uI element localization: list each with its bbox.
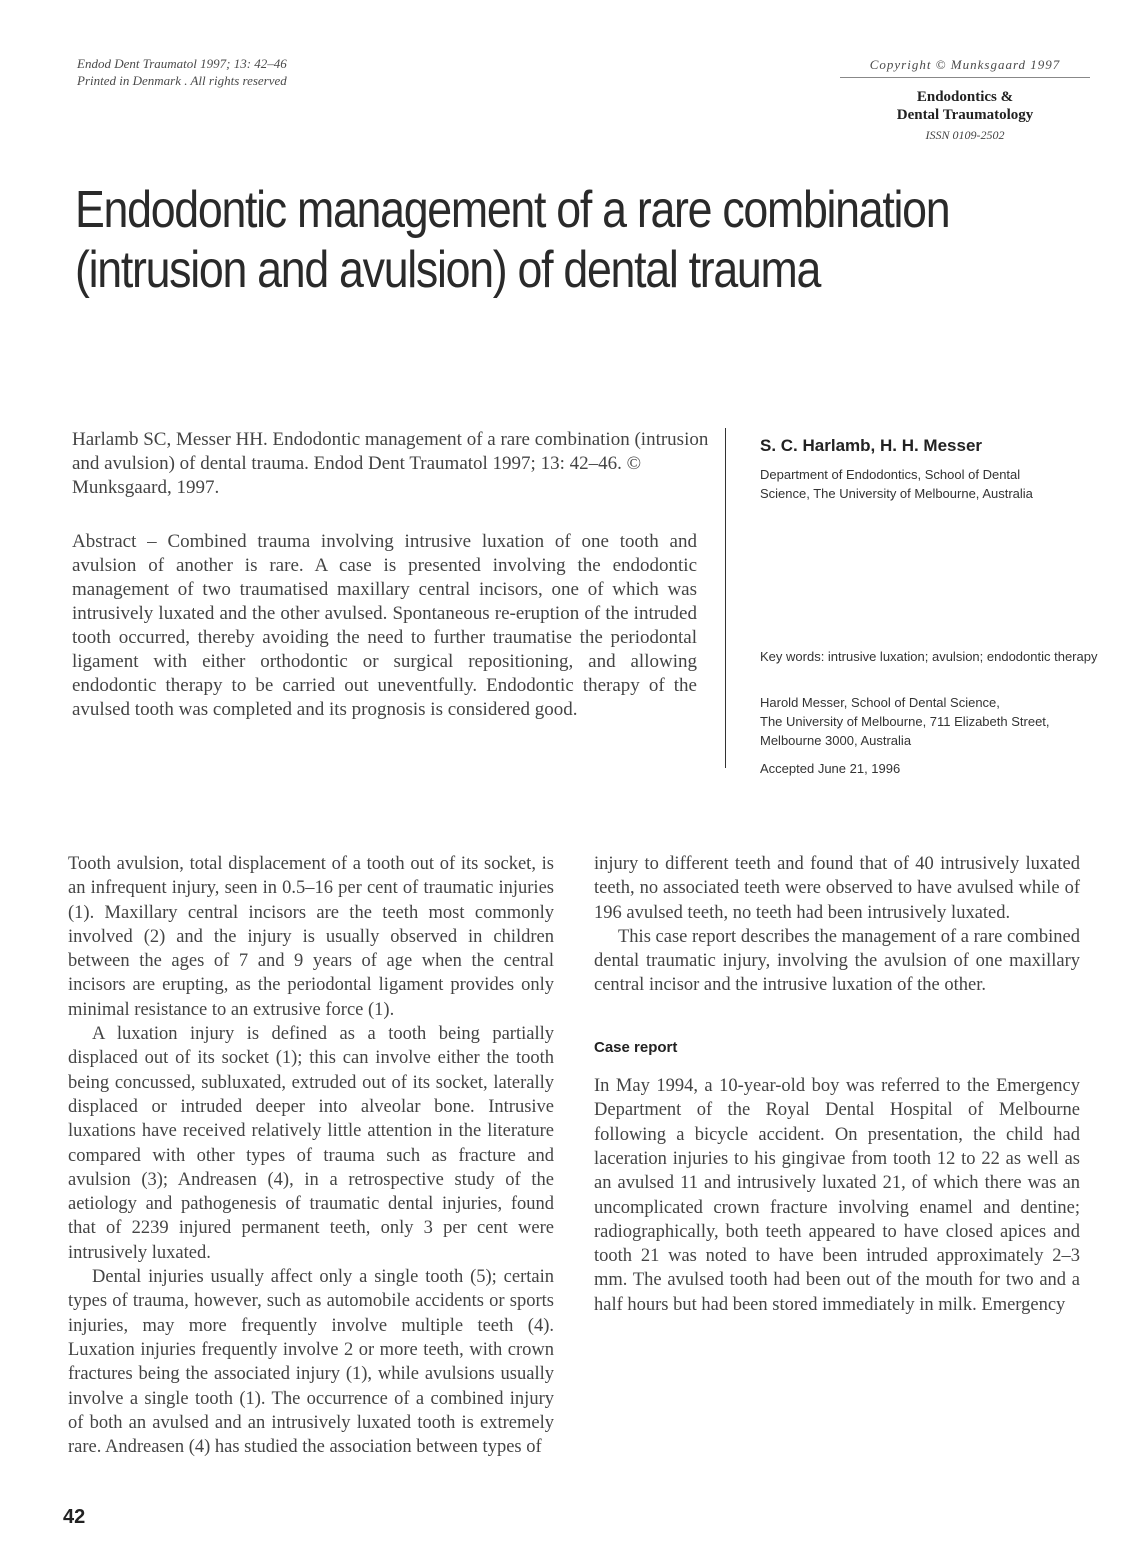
journal-name-line2: Dental Traumatology [896,107,1034,123]
page-number: 42 [63,1506,86,1528]
section-heading: Case report [594,1038,678,1056]
affiliation-line: Science, The University of Melbourne, Australia [760,486,1033,501]
abstract: Abstract – Combined trauma involving intrusive luxation of one tooth and avulsion of another is rare. A case is presented involving the endodontic management of two traumatised maxillary central incisors, one of which was intrusively luxated and the other avulsed. Spontaneous re-eruption of the intruded tooth occurred, thereby avoiding the need to further traumatise the periodontal ligament with either orthodontic or surgical repositioning, and allowing endodontic therapy to be carried out uneventfully. Endodontic therapy of the avulsed tooth was completed and its prognosis is considered good. [72,531,697,720]
body-paragraph: Dental injuries usually affect only a single tooth (5); certain types of trauma, however, such as automobile accidents or sports injuries, may more frequently involve multiple teeth (4). Luxation injuries frequently involve 2 or more teeth, with crown fractures being the associated injury (1), while avulsions usually involve a single tooth (1). The occurrence of a combined injury of both an avulsed and an intrusively luxated tooth is extremely rare. Andreasen (4) has studied the association between types of [68,1267,554,1458]
affiliation [760,465,1100,503]
body-paragraph: This case report describes the management of a rare combined dental traumatic injury, involving the avulsion of one maxillary central incisor and the intrusive luxation of the other. [594,926,1080,996]
issn: ISSN 0109-2502 [925,128,1005,142]
journal-reference: Endod Dent Traumatol 1997; 13: 42–46 [77,56,287,71]
journal-name-line1: Endodontics & [916,89,1014,105]
accepted-date: Accepted June 21, 1996 [760,761,901,776]
citation-header [77,55,287,89]
correspondence-address [760,693,1100,750]
body-paragraph: Tooth avulsion, total displacement of a tooth out of its socket, is an infrequent injury, seen in 0.5–16 per cent of traumatic injuries (1). Maxillary central incisors are the teeth most commonly involved (2) and the injury is usually observed in children between the ages of 7 and 9 years of age when the central incisors are erupting, as the periodontal ligament provides only minimal resistance to an extrusive force (1). [68,854,554,1020]
body-column-right [594,852,1080,1317]
article-citation: Harlamb SC, Messer HH. Endodontic management of a rare combination (intrusion and avulsion) of dental trauma. Endod Dent Traumatol 1997; 13: 42–46. © Munksgaard, 1997. [72,429,709,498]
printed-notice: Printed in Denmark . All rights reserved [77,73,287,88]
journal-header [840,57,1090,143]
address-line: Melbourne 3000, Australia [760,733,912,748]
affiliation-line: Department of Endodontics, School of Dental [760,467,1021,482]
keywords: Key words: intrusive luxation; avulsion; endodontic therapy [760,649,1098,664]
body-column-left [68,852,554,1459]
authors: S. C. Harlamb, H. H. Messer [760,436,983,455]
body-paragraph-continued: injury to different teeth and found that of 40 intrusively luxated teeth, no associated teeth were observed to have avulsed while of 196 avulsed teeth, no teeth had been intrusively luxated. [594,854,1080,923]
address-line: The University of Melbourne, 711 Elizabeth Street, [760,714,1050,729]
journal-name [840,88,1090,124]
divider-line [725,428,726,768]
article-title: Endodontic management of a rare combination (intrusion and avulsion) of dental trauma [75,181,950,299]
copyright-notice: Copyright © Munksgaard 1997 [840,57,1090,78]
body-paragraph: In May 1994, a 10-year-old boy was referred to the Emergency Department of the Royal Dental Hospital of Melbourne following a bicycle accident. On presentation, the child had laceration injuries to his gingivae from tooth 12 to 22 as well as an avulsed 11 and intrusively luxated 21, of which there was an uncomplicated crown fracture involving enamel and dentine; radiographically, both teeth appeared to have closed apices and tooth 21 was noted to have been intruded approximately 2–3 mm. The avulsed tooth had been out of the mouth for two and a half hours but had been stored immediately in milk. Emergency [594,1076,1080,1315]
body-paragraph: A luxation injury is defined as a tooth being partially displaced out of its socket (1); this can involve either the tooth being concussed, subluxated, extruded out of its socket, laterally displaced or intruded deeper into alveolar bone. Intrusive luxations have received relatively little attention in the literature compared with other types of trauma such as fracture and avulsion (3); Andreasen (4), in a retrospective study of the aetiology and pathogenesis of traumatic dental injuries, found that of 2239 injured permanent teeth, only 3 per cent were intrusively luxated. [68,1024,554,1263]
address-line: Harold Messer, School of Dental Science, [760,695,1000,710]
